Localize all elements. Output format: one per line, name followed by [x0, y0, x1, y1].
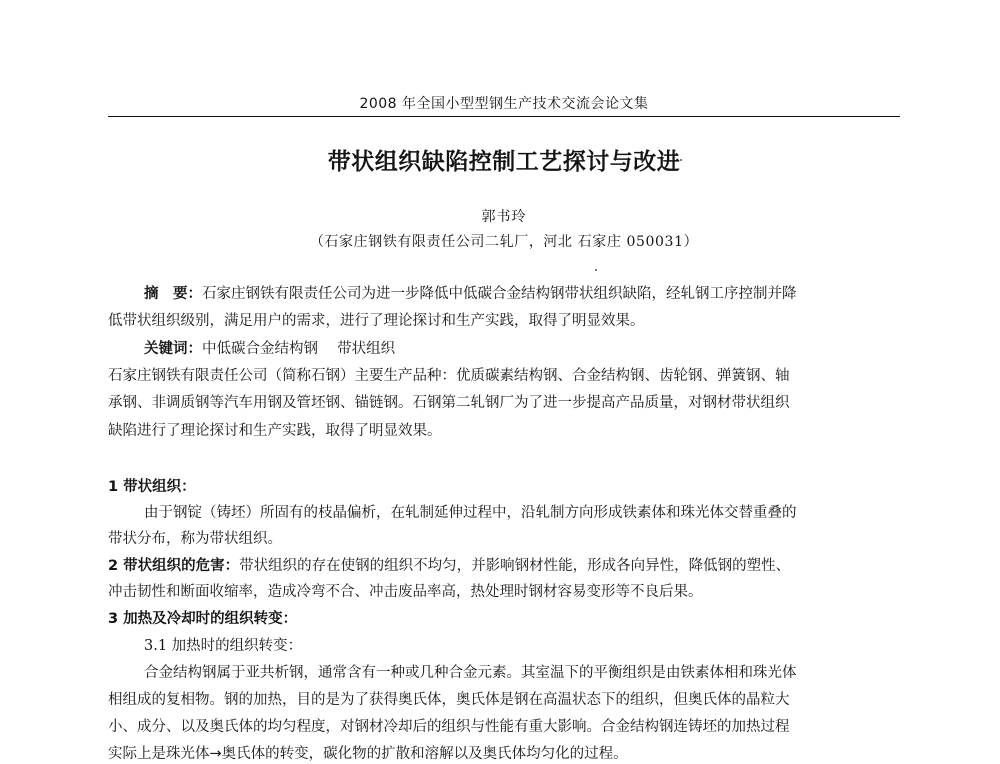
section-1-line-2: 带状分布，称为带状组织。	[108, 531, 282, 547]
section-3-1-heading: 3.1 加热时的组织转变：	[144, 638, 303, 654]
section-3-heading: 3 加热及冷却时的组织转变：	[108, 611, 298, 627]
section-3-line-3: 小、成分、以及奥氏体的均匀程度，对钢材冷却后的组织与性能有重大影响。合金结构钢连铸坯的加热过程	[108, 719, 790, 735]
abstract-first-line	[144, 284, 797, 304]
section-3-line-2: 相组成的复相物。钢的加热，目的是为了获得奥氏体，奥氏体是钢在高温状态下的组织，但奥氏体的晶粒大	[108, 692, 790, 708]
section-2-line-2: 冲击韧性和断面收缩率，造成冷弯不合、冲击废品率高，热处理时钢材容易变形等不良后果。	[108, 584, 703, 600]
intro-line-3: 缺陷进行了理论探讨和生产实践，取得了明显效果。	[108, 423, 442, 439]
section-3-line-1: 合金结构钢属于亚共析钢，通常含有一种或几种合金元素。其室温下的平衡组织是由铁素体相和珠光体	[144, 665, 797, 681]
abstract-text-1: 石家庄钢铁有限责任公司为进一步降低中低碳合金结构钢带状组织缺陷，经轧钢工序控制并降	[202, 286, 797, 302]
section-3-line-4: 实际上是珠光体→奥氏体的转变，碳化物的扩散和溶解以及奥氏体均匀化的过程。	[108, 746, 628, 762]
intro-line-2: 承钢、非调质钢等汽车用钢及管坯钢、锚链钢。石钢第二轧钢厂为了进一步提高产品质量，对钢材带状组织	[108, 395, 790, 411]
scan-speck	[680, 159, 682, 161]
scan-speck	[595, 269, 597, 271]
keywords-line	[144, 339, 395, 359]
abstract-text-2: 低带状组织级别，满足用户的需求，进行了理论探讨和生产实践，取得了明显效果。	[108, 313, 645, 329]
section-1-heading: 1 带状组织：	[108, 479, 196, 495]
keywords-value: 中低碳合金结构钢 带状组织	[202, 341, 396, 357]
intro-line-1: 石家庄钢铁有限责任公司（简称石钢）主要生产品种：优质碳素结构钢、合金结构钢、齿轮钢、弹簧钢、轴	[108, 368, 790, 384]
keywords-label: 关键词：	[144, 340, 202, 357]
section-2-line-1: 带状组织的存在使钢的组织不均匀，并影响钢材性能，形成各向异性，降低钢的塑性、	[239, 558, 791, 574]
section-2-heading: 2 带状组织的危害：	[108, 558, 240, 574]
abstract-label: 摘 要：	[144, 285, 202, 302]
paper-title: 带状组织缺陷控制工艺探讨与改进	[327, 149, 681, 175]
header-rule	[108, 116, 900, 117]
section-2-first-line	[108, 556, 790, 576]
running-header: 2008 年全国小型型钢生产技术交流会论文集	[359, 96, 649, 112]
author-name: 郭书玲	[481, 209, 527, 225]
section-1-line-1: 由于钢锭（铸坯）所固有的枝晶偏析，在轧制延伸过程中，沿轧制方向形成铁素体和珠光体交替重叠的	[144, 505, 797, 521]
author-affiliation: （石家庄钢铁有限责任公司二轧厂，河北 石家庄 050031）	[309, 234, 699, 250]
